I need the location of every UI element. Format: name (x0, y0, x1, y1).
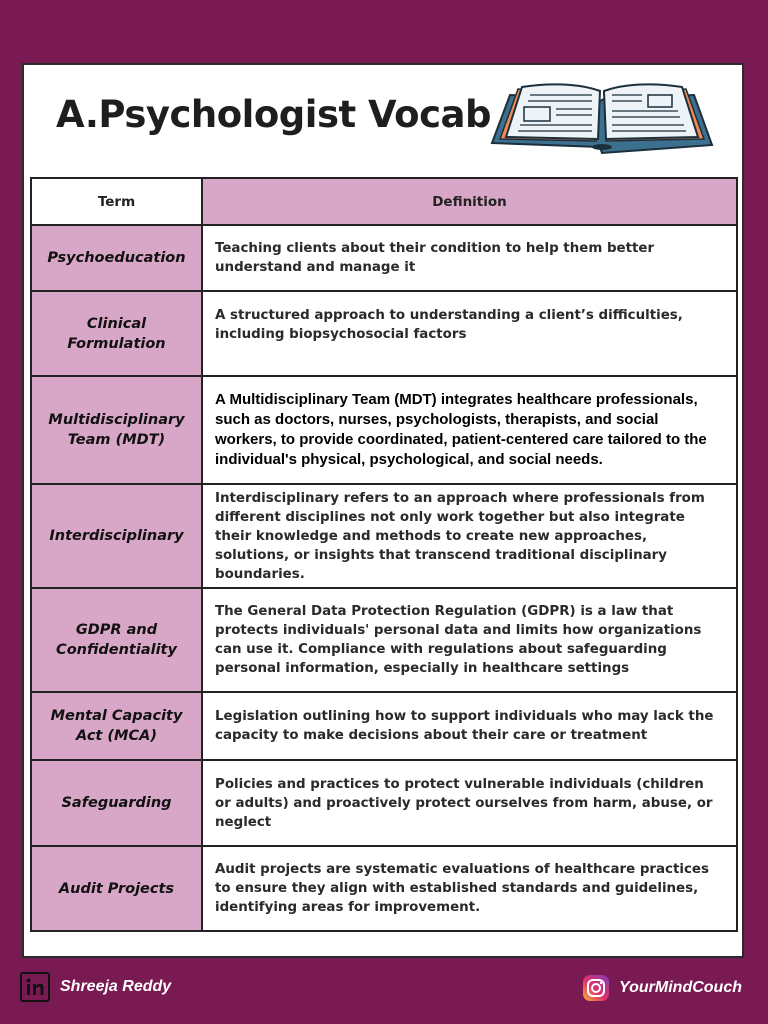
term-cell: Audit Projects (31, 846, 202, 931)
social-handle[interactable] (583, 975, 742, 1001)
definition-cell: The General Data Protection Regulation (GDPR) is a law that protects individuals' personal data and limits how organizations can use it. Compliance with regulations about safeguarding personal information, especially in healthcare settings (202, 588, 737, 692)
term-cell: Safeguarding (31, 760, 202, 846)
social-handle-text: YourMindCouch (619, 979, 742, 996)
author-credit[interactable] (20, 972, 171, 1002)
instagram-icon[interactable] (583, 975, 609, 1001)
linkedin-icon[interactable] (20, 972, 50, 1002)
definition-cell: Policies and practices to protect vulnerable individuals (children or adults) and proactively protect ourselves from harm, abuse, or neglect (202, 760, 737, 846)
definition-cell: Audit projects are systematic evaluations of healthcare practices to ensure they align with established standards and guidelines, identifying areas for improvement. (202, 846, 737, 931)
definition-cell: A structured approach to understanding a client’s difficulties, including biopsychosocial factors (202, 291, 737, 376)
term-cell: Interdisciplinary (31, 484, 202, 588)
term-column-header: Term (31, 178, 202, 225)
vocab-table (30, 177, 738, 932)
definition-cell: Legislation outlining how to support individuals who may lack the capacity to make decisions about their care or treatment (202, 692, 737, 760)
author-name: Shreeja Reddy (60, 978, 172, 995)
table-row (31, 760, 737, 846)
table-row (31, 846, 737, 931)
table-row (31, 484, 737, 588)
open-book-illustration (488, 81, 716, 157)
page-title: A.Psychologist Vocab (56, 93, 491, 136)
table-row (31, 225, 737, 291)
table-row (31, 376, 737, 484)
term-cell: GDPR and Confidentiality (31, 588, 202, 692)
table-row (31, 588, 737, 692)
vocab-card (22, 63, 744, 958)
term-cell: Multidisciplinary Team (MDT) (31, 376, 202, 484)
definition-cell: A Multidisciplinary Team (MDT) integrates healthcare professionals, such as doctors, nurses, psychologists, therapists, and social workers, to provide coordinated, patient-centered care tailored to the individual's physical, psychological, and social needs. (202, 376, 737, 484)
term-cell: Clinical Formulation (31, 291, 202, 376)
table-row (31, 291, 737, 376)
definition-cell: Interdisciplinary refers to an approach where professionals from different disciplines not only work together but also integrate their knowledge and methods to create new approaches, solutions, or insights that transcend traditional disciplinary boundaries. (202, 484, 737, 588)
table-row (31, 692, 737, 760)
definition-cell: Teaching clients about their condition to help them better understand and manage it (202, 225, 737, 291)
term-cell: Mental Capacity Act (MCA) (31, 692, 202, 760)
definition-column-header: Definition (202, 178, 737, 225)
term-cell: Psychoeducation (31, 225, 202, 291)
